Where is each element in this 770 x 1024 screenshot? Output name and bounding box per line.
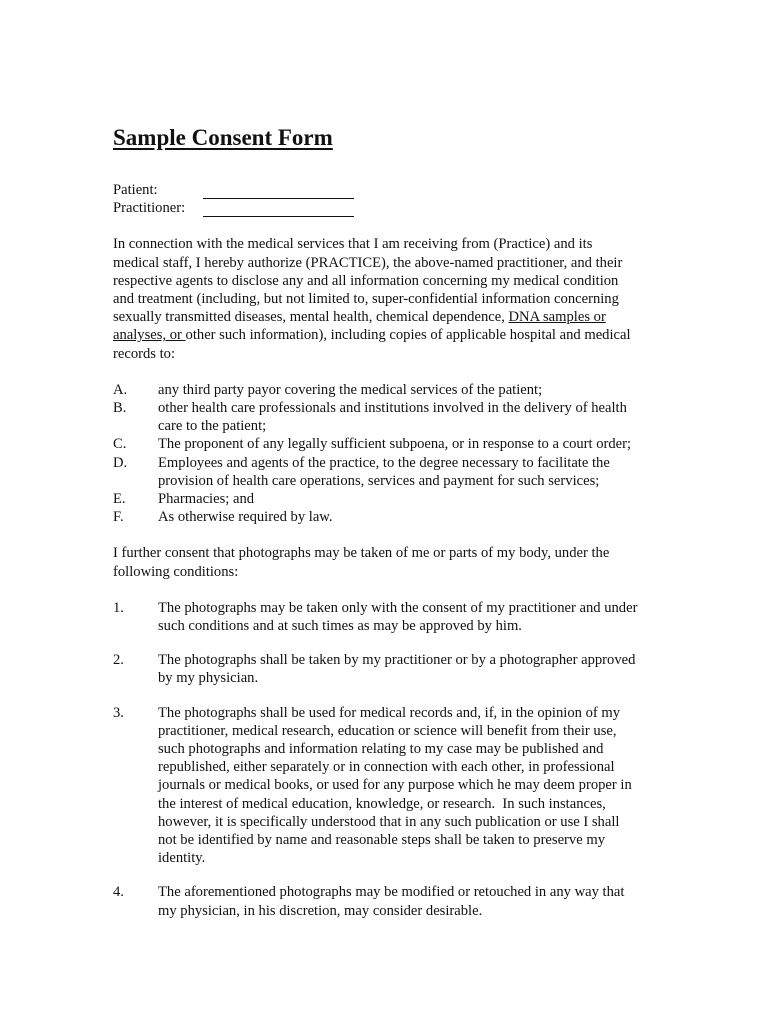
- list-line: my physician, in his discretion, may consider desirable.: [158, 902, 483, 919]
- intro-line: [113, 326, 653, 344]
- list-item-text: [158, 883, 653, 919]
- list-line: journals or medical books, or used for any purpose which he may deem proper in: [158, 777, 632, 794]
- list-marker: E.: [113, 491, 126, 508]
- practitioner-field-row: [113, 199, 653, 217]
- list-line: republished, either separately or in connection with each other, in professional: [158, 759, 615, 776]
- list-item-text: [158, 381, 653, 399]
- list-marker: A.: [113, 381, 128, 398]
- list-item: [113, 508, 653, 526]
- list-item: [113, 381, 653, 399]
- authorization-paragraph: [113, 235, 653, 362]
- list-line: Pharmacies; and: [158, 491, 255, 508]
- list-line: the interest of medical education, knowledge, or research. In such instances,: [158, 795, 606, 812]
- list-marker: 2.: [113, 652, 124, 669]
- signature-fields: [113, 181, 653, 217]
- list-item-text: [158, 599, 653, 635]
- list-line: by my physician.: [158, 670, 259, 687]
- intro-line: In connection with the medical services that I am receiving from (Practice) and its: [113, 236, 593, 253]
- list-line: As otherwise required by law.: [158, 509, 333, 526]
- list-line: The aforementioned photographs may be modified or retouched in any way that: [158, 884, 625, 901]
- list-line: identity.: [158, 850, 206, 867]
- list-item: [113, 435, 653, 453]
- intro-line: records to:: [113, 345, 176, 362]
- list-marker: 1.: [113, 599, 124, 616]
- list-marker: C.: [113, 436, 127, 453]
- list-item: [113, 651, 653, 687]
- list-item: [113, 454, 653, 490]
- list-line: The proponent of any legally sufficient subpoena, or in response to a court order;: [158, 436, 632, 453]
- list-item: [113, 399, 653, 435]
- list-marker: 4.: [113, 884, 124, 901]
- photo-conditions-list: [113, 599, 653, 920]
- list-marker: D.: [113, 454, 128, 471]
- patient-blank-line[interactable]: [203, 184, 354, 199]
- list-line: however, it is specifically understood that in any such publication or use I shall: [158, 813, 620, 830]
- patient-label: Patient:: [113, 181, 158, 198]
- underlined-text: analyses, or: [113, 327, 186, 344]
- page-title: Sample Consent Form: [113, 125, 333, 150]
- list-line: The photographs may be taken only with the consent of my practitioner and under: [158, 599, 638, 616]
- list-item-text: [158, 508, 653, 526]
- list-line: The photographs shall be used for medical records and, if, in the opinion of my: [158, 704, 621, 721]
- list-line: care to the patient;: [158, 418, 267, 435]
- disclosure-list: [113, 381, 653, 527]
- list-item-text: [158, 704, 653, 868]
- list-item-text: [158, 399, 653, 435]
- intro-text: other such information), including copies of applicable hospital and medical: [185, 327, 631, 344]
- intro-text: sexually transmitted diseases, mental health, chemical dependence,: [113, 309, 509, 326]
- patient-field-row: [113, 181, 653, 199]
- list-item-text: [158, 435, 653, 453]
- intro-line: and treatment (including, but not limited to, super-confidential information concerning: [113, 290, 619, 307]
- list-item: [113, 883, 653, 919]
- photo-consent-paragraph: [113, 544, 653, 580]
- list-item: [113, 704, 653, 868]
- list-line: provision of health care operations, services and payment for such services;: [158, 472, 600, 489]
- list-line: any third party payor covering the medical services of the patient;: [158, 381, 543, 398]
- consent-form-page: [113, 124, 653, 920]
- list-marker: 3.: [113, 704, 124, 721]
- list-line: such photographs and information relating to my case may be published and: [158, 741, 604, 758]
- list-marker: B.: [113, 400, 127, 416]
- paragraph-line: following conditions:: [113, 563, 239, 580]
- list-line: other health care professionals and institutions involved in the delivery of health: [158, 400, 627, 416]
- list-item-text: [158, 490, 653, 508]
- practitioner-blank-line[interactable]: [203, 202, 354, 217]
- list-item: [113, 599, 653, 635]
- list-item-text: [158, 454, 653, 490]
- list-line: such conditions and at such times as may be approved by him.: [158, 618, 522, 635]
- list-line: not be identified by name and reasonable steps shall be taken to preserve my: [158, 832, 605, 849]
- underlined-text: DNA samples or: [508, 309, 606, 326]
- intro-line: medical staff, I hereby authorize (PRACTICE), the above-named practitioner, and their: [113, 254, 623, 271]
- list-item-text: [158, 651, 653, 687]
- intro-line: respective agents to disclose any and all information concerning my medical condition: [113, 272, 619, 289]
- list-line: Employees and agents of the practice, to the degree necessary to facilitate the: [158, 454, 610, 471]
- list-item: [113, 490, 653, 508]
- intro-line: [113, 308, 653, 326]
- list-line: practitioner, medical research, education or science will benefit from their use,: [158, 722, 617, 739]
- paragraph-line: I further consent that photographs may be taken of me or parts of my body, under the: [113, 545, 610, 562]
- list-line: The photographs shall be taken by my practitioner or by a photographer approved: [158, 652, 636, 669]
- list-marker: F.: [113, 509, 124, 526]
- practitioner-label: Practitioner:: [113, 200, 186, 217]
